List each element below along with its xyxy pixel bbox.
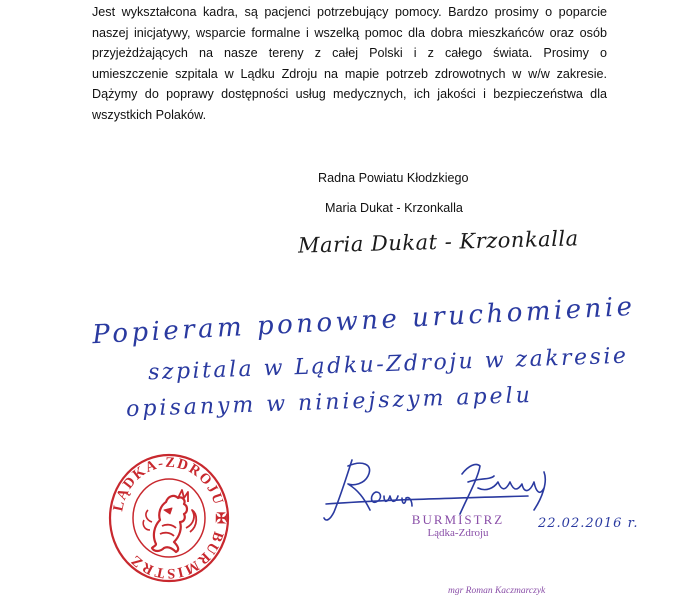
letter-line: wszystkich Polaków. <box>92 107 207 122</box>
round-official-stamp <box>108 452 230 584</box>
handwritten-note-line: szpitala w Lądku-Zdroju w zakresie <box>147 343 629 386</box>
handwritten-note-line: Popieram ponowne uruchomienie <box>91 291 637 351</box>
mayor-stamp-subtitle: Lądka-Zdroju <box>427 527 489 539</box>
handwritten-signature: Maria Dukat - Krzonkalla <box>297 226 579 258</box>
mayor-name-stamp: mgr Roman Kaczmarczyk <box>448 586 546 596</box>
letter-line: przyjeżdżających na nasze tereny z całej Polski i z całego świata. Prosimy o <box>92 46 607 61</box>
signatory-name: Maria Dukat - Krzonkalla <box>325 201 463 215</box>
handwritten-note-line: opisanym w niniejszym apelu <box>125 382 534 423</box>
letter-body <box>92 2 607 126</box>
handwritten-date: 22.02.2016 r. <box>538 516 639 531</box>
stamp-seal-icon <box>108 452 230 584</box>
letter-line: naszej inicjatywy, wsparcie formalne i wszelką pomoc dla dobra mieszkańców oraz osób <box>92 25 607 40</box>
letter-line: Jest wykształcona kadra, są pacjenci potrzebujący pomocy. Bardzo prosimy o poparcie <box>92 5 607 19</box>
svg-text:LĄDKA-ZDROJU ✠ BURMISTRZ: LĄDKA-ZDROJU ✠ BURMISTRZ <box>110 454 229 582</box>
mayor-stamp <box>398 512 518 556</box>
letter-line: Dążymy do poprawy dostępności usług medycznych, ich jakości i bezpieczeństwa dla <box>92 87 607 102</box>
letter-line: umieszczenie szpitala w Lądku Zdroju na mapie potrzeb zdrowotnych w w/w zakresie. <box>92 66 607 81</box>
mayor-stamp-title: BURMISTRZ <box>411 512 505 527</box>
signatory-role: Radna Powiatu Kłodzkiego <box>318 171 469 185</box>
